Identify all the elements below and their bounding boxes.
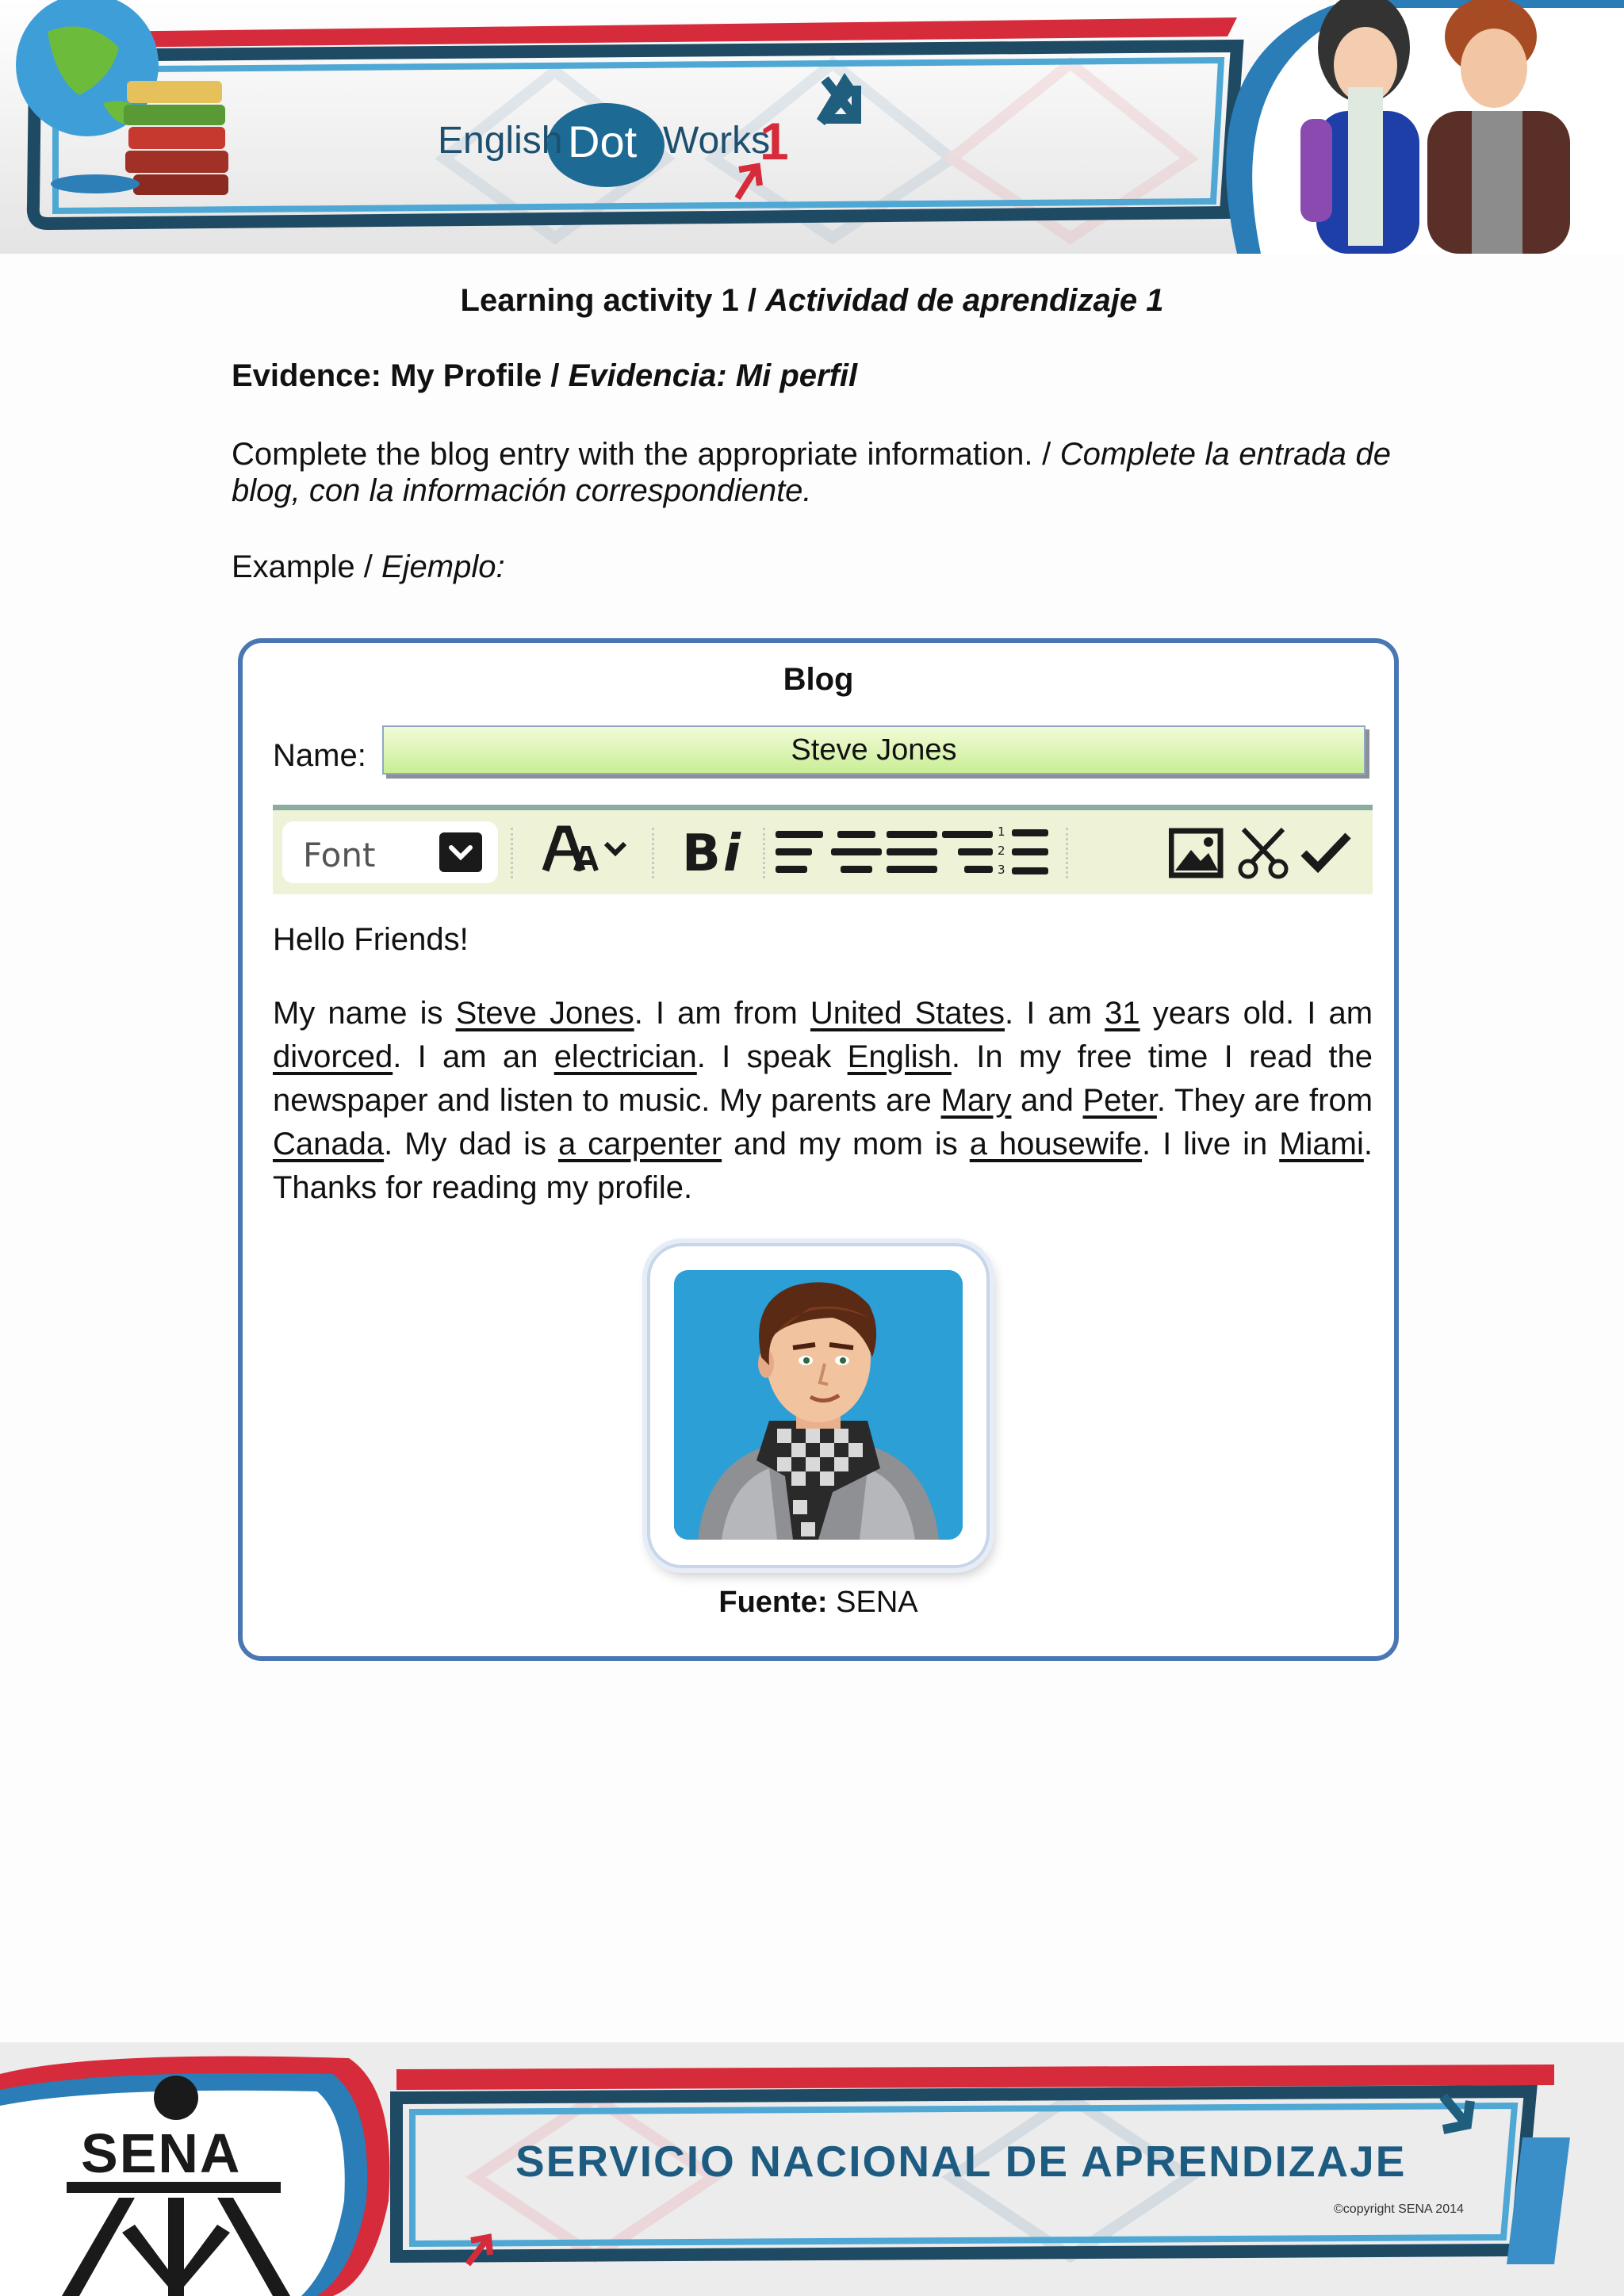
logo-number-text: 1 <box>760 112 789 170</box>
numbered-list-icon[interactable] <box>998 825 1048 884</box>
svg-text:1: 1 <box>998 825 1005 839</box>
body-text-segment: . I live in <box>1142 1127 1280 1161</box>
align-center-icon[interactable] <box>831 825 882 884</box>
logo-works-text: Works <box>663 120 771 162</box>
body-text-segment: . I am <box>1005 996 1105 1031</box>
chevron-down-icon[interactable] <box>439 832 482 872</box>
body-text-segment: . My dad is <box>384 1127 558 1161</box>
example-es: Ejemplo: <box>381 549 505 584</box>
activity-title-en: Learning activity 1 / <box>460 283 766 318</box>
filled-dad-job: a carpenter <box>557 1127 722 1161</box>
align-justify-icon[interactable] <box>887 825 937 884</box>
body-text-segment: and my mom is <box>722 1127 970 1161</box>
institution-name: SERVICIO NACIONAL DE APRENDIZAJE <box>515 2137 1407 2186</box>
image-caption <box>243 1586 1394 1620</box>
body-text-segment: years old. I am <box>1139 996 1373 1031</box>
filled-occupation: electrician <box>553 1039 697 1074</box>
align-left-icon[interactable] <box>776 825 826 884</box>
svg-text:2: 2 <box>998 844 1005 858</box>
instruction-en: Complete the blog entry with the appropriate information. / <box>232 437 1060 472</box>
filled-language: English <box>847 1039 952 1074</box>
avatar <box>674 1270 963 1540</box>
body-text-segment: and <box>1011 1083 1083 1118</box>
blog-card <box>238 638 1399 1661</box>
name-label: Name: <box>273 738 366 773</box>
activity-title <box>0 282 1624 319</box>
avatar-frame <box>647 1243 990 1568</box>
filled-age: 31 <box>1105 996 1140 1031</box>
font-dropdown[interactable] <box>282 821 498 883</box>
filled-marital-status: divorced <box>273 1039 393 1074</box>
body-text-segment: . In my free time I read the newspaper and listen to music. My parents are <box>273 1039 1373 1118</box>
filled-mom-job: a housewife <box>969 1127 1143 1161</box>
activity-title-es: Actividad de aprendizaje 1 <box>765 283 1164 318</box>
body-text-segment: . They are from <box>1156 1083 1373 1118</box>
instruction-es: Complete la entrada de blog, con la información correspondiente. <box>232 437 1391 508</box>
logo-english-text: English <box>438 120 563 162</box>
filled-country: United States <box>810 996 1005 1031</box>
toolbar-separator <box>763 828 765 878</box>
example-en: Example / <box>232 549 381 584</box>
caption-label: Fuente: <box>718 1586 828 1619</box>
blog-title: Blog <box>783 662 854 697</box>
caption-source: SENA <box>827 1586 918 1619</box>
toolbar-separator <box>511 828 513 878</box>
checkmark-icon[interactable] <box>1299 825 1354 884</box>
filled-name: Steve Jones <box>455 996 634 1031</box>
filled-father-name: Peter <box>1082 1083 1157 1118</box>
sena-logo-text: SENA <box>81 2122 242 2184</box>
logo-dot-text: Dot <box>568 117 638 166</box>
svg-text:B: B <box>682 825 718 882</box>
body-text-segment: My name is <box>273 996 456 1031</box>
toolbar-separator <box>652 828 654 878</box>
svg-text:i: i <box>723 825 741 882</box>
blog-body-text <box>273 992 1373 1210</box>
filled-city: Miami <box>1279 1127 1364 1161</box>
italic-icon[interactable] <box>722 821 753 886</box>
instruction-text <box>232 436 1391 509</box>
align-right-icon[interactable] <box>942 825 993 884</box>
font-dropdown-label: Font <box>303 836 376 874</box>
evidence-heading <box>232 358 857 394</box>
body-text-segment: . Thanks for reading my profile. <box>273 1127 1373 1205</box>
header-decoration <box>0 0 1624 254</box>
bold-icon[interactable] <box>680 821 718 886</box>
body-text-segment: . I am an <box>393 1039 554 1074</box>
example-label <box>232 549 505 585</box>
evidence-heading-es: Evidencia: Mi perfil <box>568 358 858 393</box>
body-text-segment: . I speak <box>696 1039 848 1074</box>
svg-text:3: 3 <box>998 863 1005 877</box>
filled-mother-name: Mary <box>940 1083 1012 1118</box>
scissors-icon[interactable] <box>1235 825 1291 884</box>
editor-toolbar <box>273 805 1373 894</box>
image-icon[interactable] <box>1169 825 1224 884</box>
footer-banner <box>0 2042 1624 2296</box>
filled-parents-country: Canada <box>273 1127 385 1161</box>
copyright-text: ©copyright SENA 2014 <box>1334 2202 1464 2216</box>
toolbar-separator <box>1066 828 1068 878</box>
evidence-heading-en: Evidence: My Profile / <box>232 358 569 393</box>
name-field[interactable]: Steve Jones <box>382 725 1365 775</box>
body-text-segment: . I am from <box>634 996 810 1031</box>
blog-greeting: Hello Friends! <box>273 922 469 957</box>
header-banner <box>0 0 1624 254</box>
font-size-icon[interactable] <box>541 825 636 884</box>
